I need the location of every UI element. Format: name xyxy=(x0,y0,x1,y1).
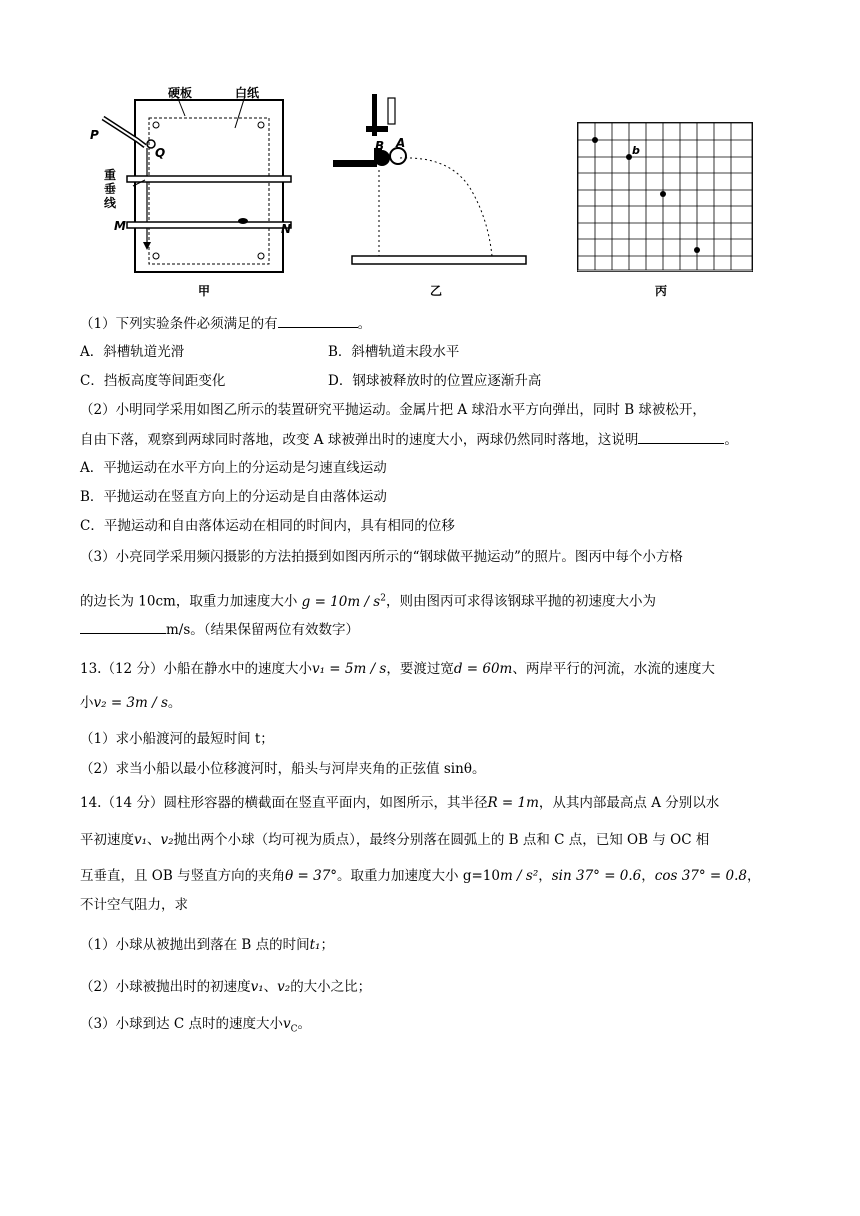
label-M: M xyxy=(114,219,126,233)
q13-part2: （2）求当小船以最小位移渡河时，船头与河岸夹角的正弦值 sinθ。 xyxy=(80,761,486,777)
formula-theta: θ = 37° xyxy=(285,868,338,884)
q14-stem-line1: 14.（14 分）圆柱形容器的横截面在竖直平面内，如图所示，其半径R = 1m，从其内部最高点 A 分别以水 xyxy=(80,795,720,811)
q13-stem-line1: 13.（12 分）小船在静水中的速度大小v₁ = 5m / s，要渡过宽d = 60m、两岸平行的河流，水流的速度大 xyxy=(80,661,715,677)
q14-stem-line2: 平初速度v₁、v₂抛出两个小球（均可视为质点），最终分别落在圆弧上的 B 点和 C 点，已知 OB 与 OC 相 xyxy=(80,832,710,848)
q12-part2-line1: （2）小明同学采用如图乙所示的装置研究平抛运动。金属片把 A 球沿水平方向弹出，同时 B 球被松开， xyxy=(80,402,706,418)
formula-cos37: cos 37° = 0.8 xyxy=(654,868,747,884)
q14-part1: （1）小球从被抛出到落在 B 点的时间t₁； xyxy=(80,937,334,953)
formula-sin37: sin 37° = 0.6 xyxy=(551,868,642,884)
label-plumb-line: 重垂线 xyxy=(104,168,117,210)
label-P: P xyxy=(90,128,99,142)
label-hard-board: 硬板 xyxy=(168,86,193,100)
q12-part2-option-b: B．平抛运动在竖直方向上的分运动是自由落体运动 xyxy=(80,489,387,505)
answer-blank[interactable] xyxy=(80,619,166,634)
formula-d: d = 60m xyxy=(453,661,513,677)
answer-blank[interactable] xyxy=(278,313,358,328)
q13-stem-line2: 小v₂ = 3m / s。 xyxy=(80,695,182,711)
q12-part1-option-a: A．斜槽轨道光滑 xyxy=(80,344,185,360)
caption-yi: 乙 xyxy=(430,284,443,298)
formula-g: $g = 10m / s^2$ xyxy=(301,593,386,610)
label-B: B xyxy=(375,139,385,153)
caption-bing: 丙 xyxy=(655,284,668,298)
q12-part3-line3: m/s。（结果保留两位有效数字） xyxy=(80,619,359,640)
figure-jia xyxy=(85,78,305,300)
formula-R: R = 1m xyxy=(487,795,539,811)
q12-part3-line2: 的边长为 10cm，取重力加速度大小 $g = 10m / s^2$，则由图丙可求得该钢球平抛的初速度大小为 xyxy=(80,593,656,610)
q12-part3-line1: （3）小亮同学采用频闪摄影的方法拍摄到如图丙所示的“钢球做平抛运动”的照片。图丙中每个小方格 xyxy=(80,549,683,565)
label-b: b xyxy=(632,144,640,157)
label-white-paper: 白纸 xyxy=(235,86,260,100)
q14-stem-line4: 不计空气阻力，求 xyxy=(80,897,188,913)
q14-stem-line3: 互垂直，且 OB 与竖直方向的夹角θ = 37°。取重力加速度大小 g=10m / s²，sin 37° = 0.6，cos 37° = 0.8， xyxy=(80,868,761,884)
label-A: A xyxy=(396,136,406,150)
label-Q: Q xyxy=(155,146,166,160)
q14-part3: （3）小球到达 C 点时的速度大小$v_C$。 xyxy=(80,1016,312,1035)
q12-part2-option-a: A．平抛运动在水平方向上的分运动是匀速直线运动 xyxy=(80,460,387,476)
q12-part1-stem: （1）下列实验条件必须满足的有 。 xyxy=(80,313,371,334)
q12-part2-line2: 自由下落，观察到两球同时落地，改变 A 球被弹出时的速度大小，两球仍然同时落地，这说明 。 xyxy=(80,429,738,450)
q12-part1-option-b: B．斜槽轨道末段水平 xyxy=(328,344,460,360)
formula-v1: v₁ = 5m / s xyxy=(311,661,387,677)
caption-jia: 甲 xyxy=(198,284,211,298)
answer-blank[interactable] xyxy=(638,429,724,444)
q12-part1-option-d: D．钢球被释放时的位置应逐渐升高 xyxy=(328,373,542,389)
figure-bing xyxy=(577,122,753,272)
q12-part1-option-c: C．挡板高度等间距变化 xyxy=(80,373,226,389)
figure-yi xyxy=(330,88,540,272)
formula-v2: v₂ = 3m / s xyxy=(93,695,168,711)
q13-part1: （1）求小船渡河的最短时间 t； xyxy=(80,731,274,747)
q14-part2: （2）小球被抛出时的初速度v₁、v₂的大小之比； xyxy=(80,979,372,995)
label-N: N xyxy=(281,222,292,236)
q12-part2-option-c: C．平抛运动和自由落体运动在相同的时间内，具有相同的位移 xyxy=(80,518,455,534)
